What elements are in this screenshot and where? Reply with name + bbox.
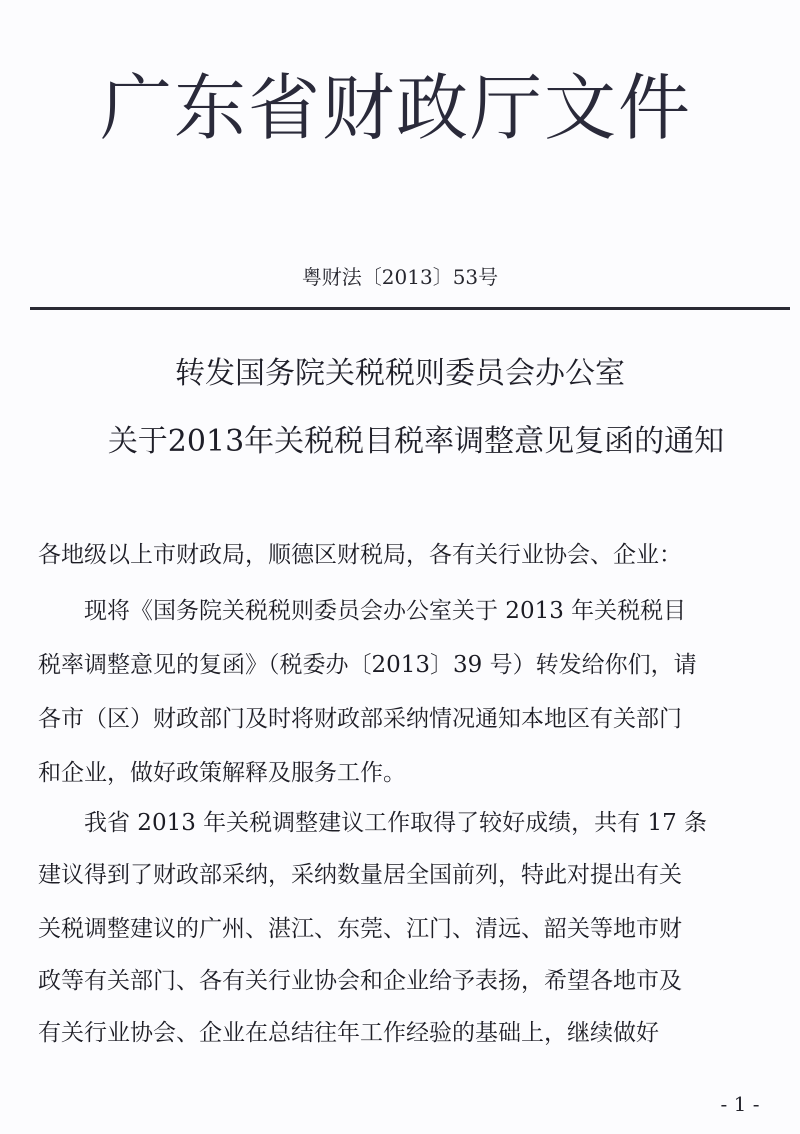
body-line: 和企业，做好政策解释及服务工作。 [38, 760, 406, 786]
body-line: 各市（区）财政部门及时将财政部采纳情况通知本地区有关部门 [38, 706, 682, 732]
body-line: 建议得到了财政部采纳，采纳数量居全国前列，特此对提出有关 [38, 862, 682, 888]
notice-title-line-1: 转发国务院关税税则委员会办公室 [175, 356, 625, 391]
body-line: 我省 2013 年关税调整建议工作取得了较好成绩，共有 17 条 [84, 810, 708, 836]
body-line: 税率调整意见的复函》（税委办〔2013〕39 号）转发给你们，请 [38, 652, 697, 678]
body-line: 政等有关部门、各有关行业协会和企业给予表扬，希望各地市及 [38, 968, 682, 994]
notice-title-line-2: 关于2013年关税税目税率调整意见复函的通知 [107, 424, 725, 459]
header-divider [30, 307, 790, 310]
document-number: 粤财法〔2013〕53号 [301, 265, 499, 289]
body-line: 关税调整建议的广州、湛江、东莞、江门、清远、韶关等地市财 [38, 916, 682, 942]
document-header-title: 广东省财政厅文件 [100, 66, 693, 150]
body-addressee: 各地级以上市财政局，顺德区财税局，各有关行业协会、企业： [38, 542, 682, 568]
page-number: - 1 - [720, 1092, 760, 1116]
body-line: 有关行业协会、企业在总结往年工作经验的基础上，继续做好 [38, 1020, 659, 1046]
body-line: 现将《国务院关税税则委员会办公室关于 2013 年关税税目 [84, 598, 687, 624]
